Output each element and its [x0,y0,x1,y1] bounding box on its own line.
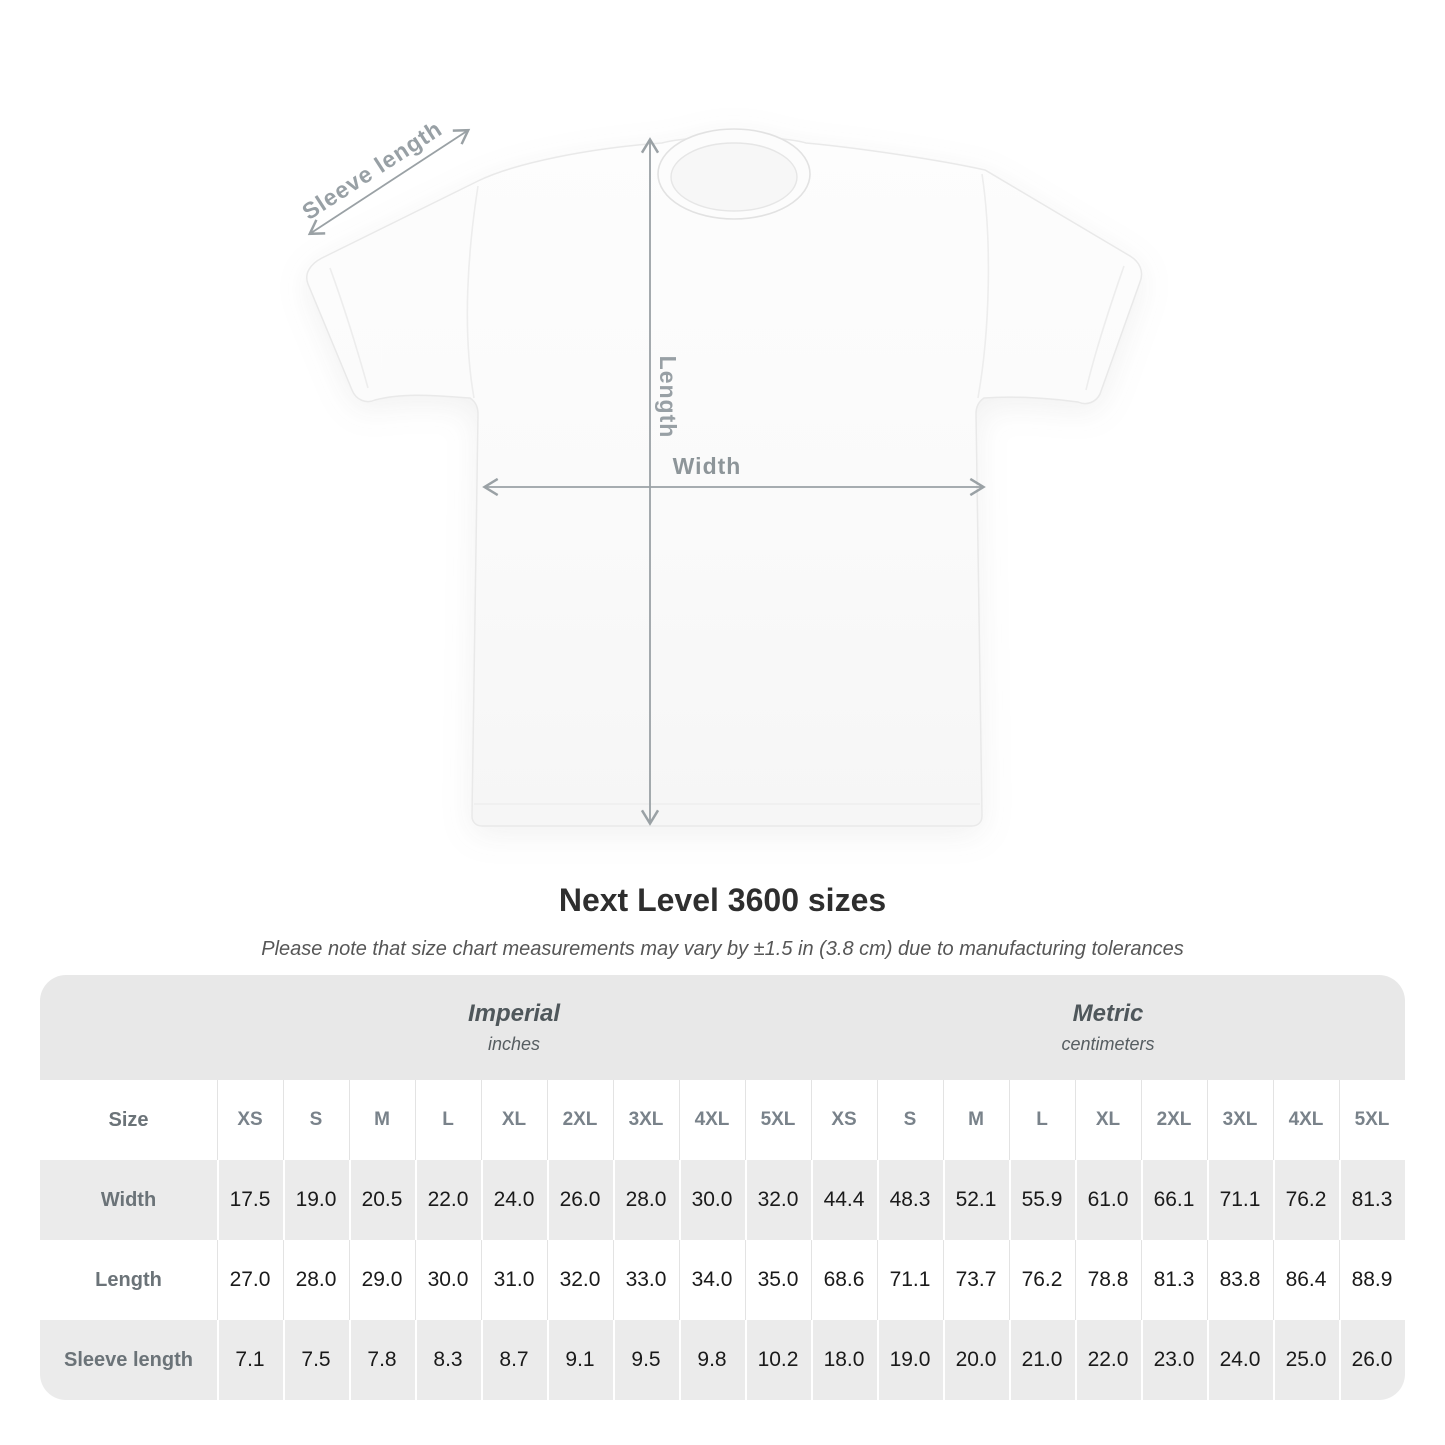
size-col-header: S [283,1080,349,1160]
measure-value: 26.0 [1339,1320,1405,1400]
measure-value: 7.5 [283,1320,349,1400]
measure-row-sleeve [40,1320,1405,1400]
size-col-header: XL [481,1080,547,1160]
measure-value: 44.4 [811,1160,877,1240]
sleeve-length-label: Sleeve length [297,115,447,225]
length-label: Length [655,355,681,439]
size-col-header: 5XL [745,1080,811,1160]
measure-value: 88.9 [1339,1240,1405,1320]
unit-groups-band [40,975,1405,1080]
measure-value: 28.0 [613,1160,679,1240]
measure-value: 30.0 [415,1240,481,1320]
size-col-header: L [415,1080,481,1160]
measure-value: 17.5 [217,1160,283,1240]
measure-value: 52.1 [943,1160,1009,1240]
measure-value: 31.0 [481,1240,547,1320]
measure-value: 32.0 [547,1240,613,1320]
measure-value: 9.1 [547,1320,613,1400]
size-table [40,975,1405,1400]
measure-value: 29.0 [349,1240,415,1320]
measure-row-label: Width [100,1188,157,1211]
measure-value: 81.3 [1141,1240,1207,1320]
measure-value: 34.0 [679,1240,745,1320]
measure-value: 24.0 [1207,1320,1273,1400]
size-col-header: M [349,1080,415,1160]
measure-value: 24.0 [481,1160,547,1240]
measure-value: 10.2 [745,1320,811,1400]
measure-value: 76.2 [1009,1240,1075,1320]
measure-value: 27.0 [217,1240,283,1320]
measure-value: 21.0 [1009,1320,1075,1400]
page-title: Next Level 3600 sizes [558,882,887,918]
measure-value: 8.3 [415,1320,481,1400]
size-col-header: L [1009,1080,1075,1160]
measure-value: 28.0 [283,1240,349,1320]
size-col-header: XS [811,1080,877,1160]
measure-value: 26.0 [547,1160,613,1240]
imperial-heading: Imperial [467,1000,561,1027]
measure-value: 30.0 [679,1160,745,1240]
measure-value: 68.6 [811,1240,877,1320]
size-col-header: 5XL [1339,1080,1405,1160]
metric-unit-label: centimeters [1061,1034,1155,1054]
size-col-header: 3XL [613,1080,679,1160]
measure-value: 66.1 [1141,1160,1207,1240]
imperial-unit-label: inches [487,1034,541,1054]
size-col-header: 2XL [547,1080,613,1160]
measure-value: 33.0 [613,1240,679,1320]
size-col-header: 3XL [1207,1080,1273,1160]
size-col-header: M [943,1080,1009,1160]
measure-value: 9.5 [613,1320,679,1400]
measure-value: 86.4 [1273,1240,1339,1320]
size-col-header: 4XL [1273,1080,1339,1160]
measure-value: 18.0 [811,1320,877,1400]
measure-row-length [40,1240,1405,1320]
metric-heading: Metric [1072,1000,1144,1027]
measure-value: 20.5 [349,1160,415,1240]
measure-value: 78.8 [1075,1240,1141,1320]
measure-value: 81.3 [1339,1160,1405,1240]
measure-value: 71.1 [877,1240,943,1320]
size-col-header: S [877,1080,943,1160]
measure-value: 32.0 [745,1160,811,1240]
measure-value: 8.7 [481,1320,547,1400]
measure-value: 19.0 [877,1320,943,1400]
measure-value: 22.0 [1075,1320,1141,1400]
size-col-header: XL [1075,1080,1141,1160]
measure-value: 55.9 [1009,1160,1075,1240]
measure-value: 9.8 [679,1320,745,1400]
size-col-header: XS [217,1080,283,1160]
unit-group-imperial [217,1000,811,1055]
measure-value: 22.0 [415,1160,481,1240]
unit-group-metric [811,1000,1405,1055]
measure-value: 48.3 [877,1160,943,1240]
tolerance-note: Please note that size chart measurements may vary by ±1.5 in (3.8 cm) due to manufacturing tolerances [261,938,1184,960]
measure-row-width [40,1160,1405,1240]
measure-value: 83.8 [1207,1240,1273,1320]
measure-value: 20.0 [943,1320,1009,1400]
size-col-header: 2XL [1141,1080,1207,1160]
size-col-header: 4XL [679,1080,745,1160]
measure-value: 23.0 [1141,1320,1207,1400]
measure-value: 61.0 [1075,1160,1141,1240]
size-header-row [40,1080,1405,1160]
measure-row-label: Sleeve length [64,1348,193,1371]
measure-value: 19.0 [283,1160,349,1240]
width-label: Width [672,453,742,479]
measure-value: 25.0 [1273,1320,1339,1400]
size-corner-label: Size [108,1108,149,1131]
measure-value: 35.0 [745,1240,811,1320]
measure-value: 7.1 [217,1320,283,1400]
measure-value: 71.1 [1207,1160,1273,1240]
unit-band-spacer [40,975,217,1080]
measure-row-label: Length [95,1268,162,1291]
measure-value: 7.8 [349,1320,415,1400]
measure-value: 73.7 [943,1240,1009,1320]
measure-value: 76.2 [1273,1160,1339,1240]
